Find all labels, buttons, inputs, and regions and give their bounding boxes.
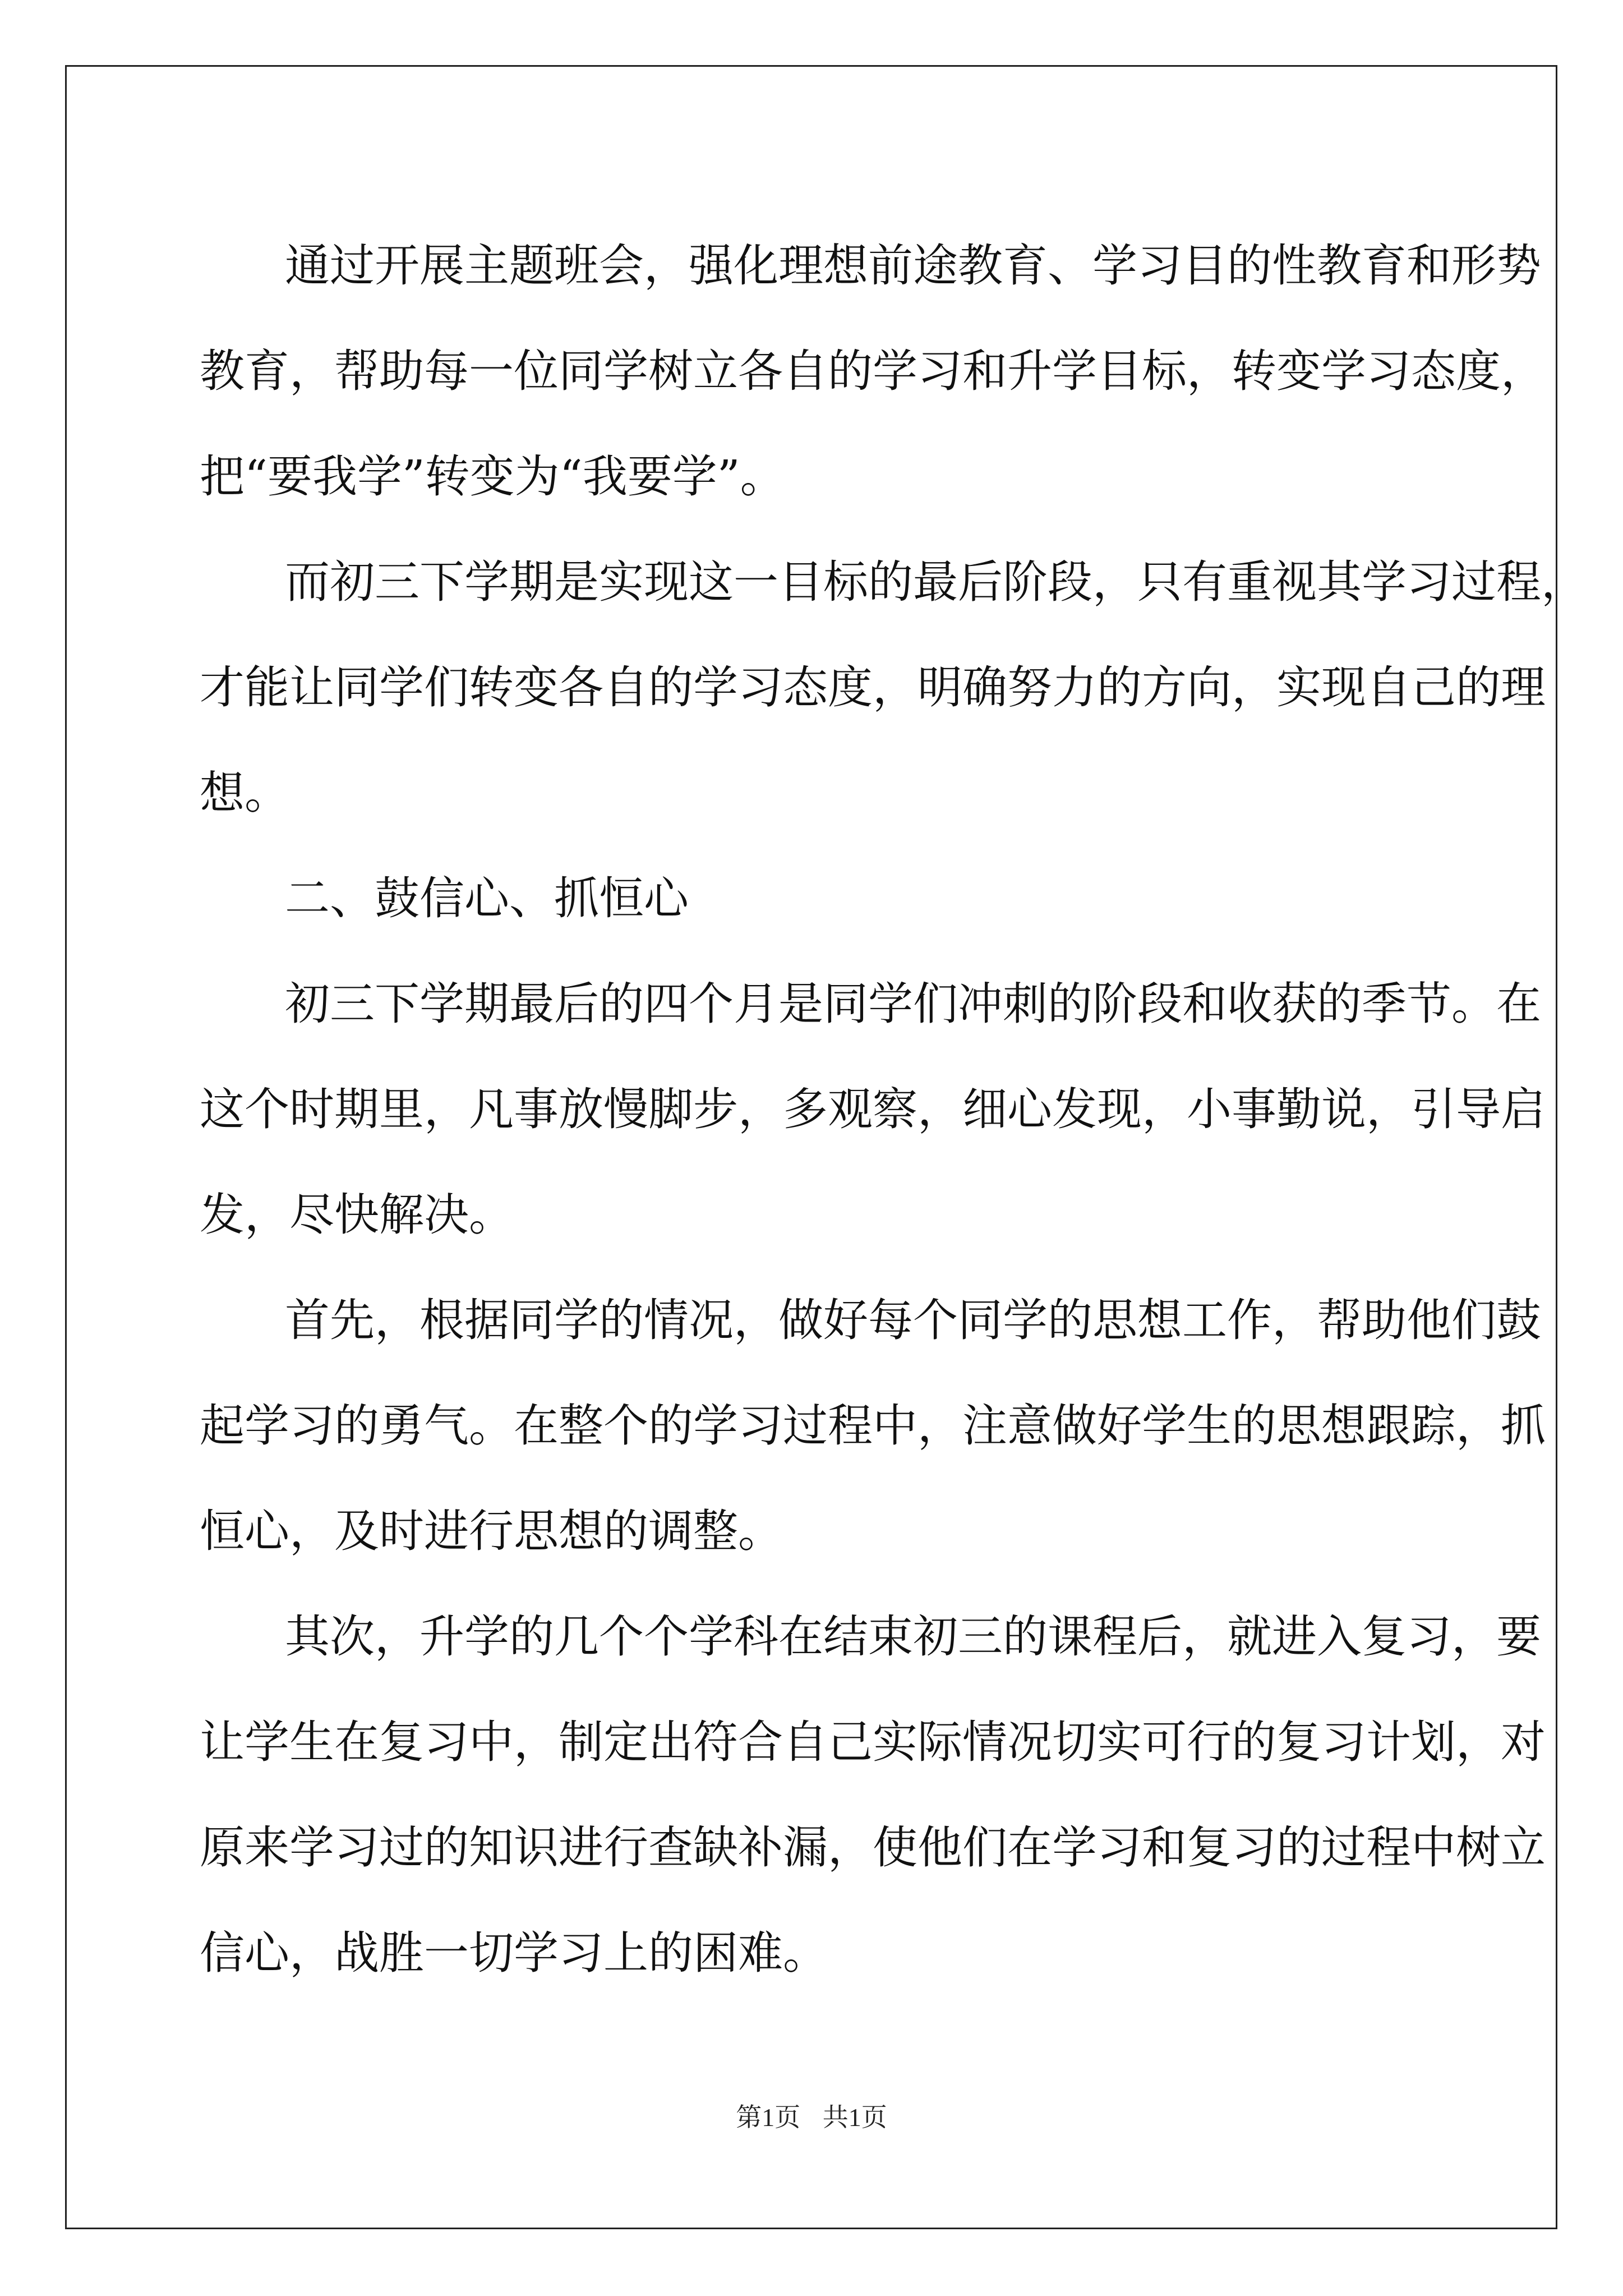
text-line: 发，尽快解决。	[200, 1189, 514, 1241]
text-line: 信心，战胜一切学习上的困难。	[200, 1927, 828, 1979]
text-line: 这个时期里，凡事放慢脚步，多观察，细心发现，小事勤说，引导启	[200, 1083, 1546, 1135]
paragraph	[200, 951, 1546, 1268]
text-line: 其次，升学的几个个学科在结束初三的课程后，就进入复习，要	[285, 1611, 1541, 1663]
page-number-total: 共1页	[822, 2103, 887, 2132]
document-body	[200, 213, 1586, 2006]
text-line: 才能让同学们转变各自的学习态度，明确努力的方向，实现自己的理	[200, 661, 1546, 714]
page-number-current: 第1页	[736, 2103, 801, 2132]
text-line: 首先，根据同学的情况，做好每个同学的思想工作，帮助他们鼓	[285, 1294, 1541, 1346]
text-line: 原来学习过的知识进行查缺补漏，使他们在学习和复习的过程中树立	[200, 1821, 1546, 1874]
paragraph	[200, 1584, 1546, 2006]
text-line: 把“要我学”转变为“我要学”。	[200, 450, 785, 503]
text-line: 教育，帮助每一位同学树立各自的学习和升学目标，转变学习态度，	[200, 345, 1546, 397]
text-line: 而初三下学期是实现这一目标的最后阶段，只有重视其学习过程，	[285, 556, 1586, 608]
paragraph	[200, 213, 1546, 530]
text-line: 恒心，及时进行思想的调整。	[200, 1505, 783, 1557]
section-heading	[200, 846, 1433, 951]
text-line: 初三下学期最后的四个月是同学们冲刺的阶段和收获的季节。在	[285, 978, 1541, 1030]
text-line: 让学生在复习中，制定出符合自己实际情况切实可行的复习计划，对	[200, 1716, 1546, 1768]
text-line: 通过开展主题班会，强化理想前途教育、学习目的性教育和形势	[285, 240, 1541, 292]
text-line: 起学习的勇气。在整个的学习过程中，注意做好学生的思想跟踪，抓	[200, 1400, 1546, 1452]
paragraph	[200, 530, 1586, 846]
page-footer	[0, 2097, 1623, 2134]
text-line: 二、鼓信心、抓恒心	[285, 872, 689, 924]
paragraph	[200, 1268, 1546, 1584]
text-line: 想。	[200, 767, 289, 819]
